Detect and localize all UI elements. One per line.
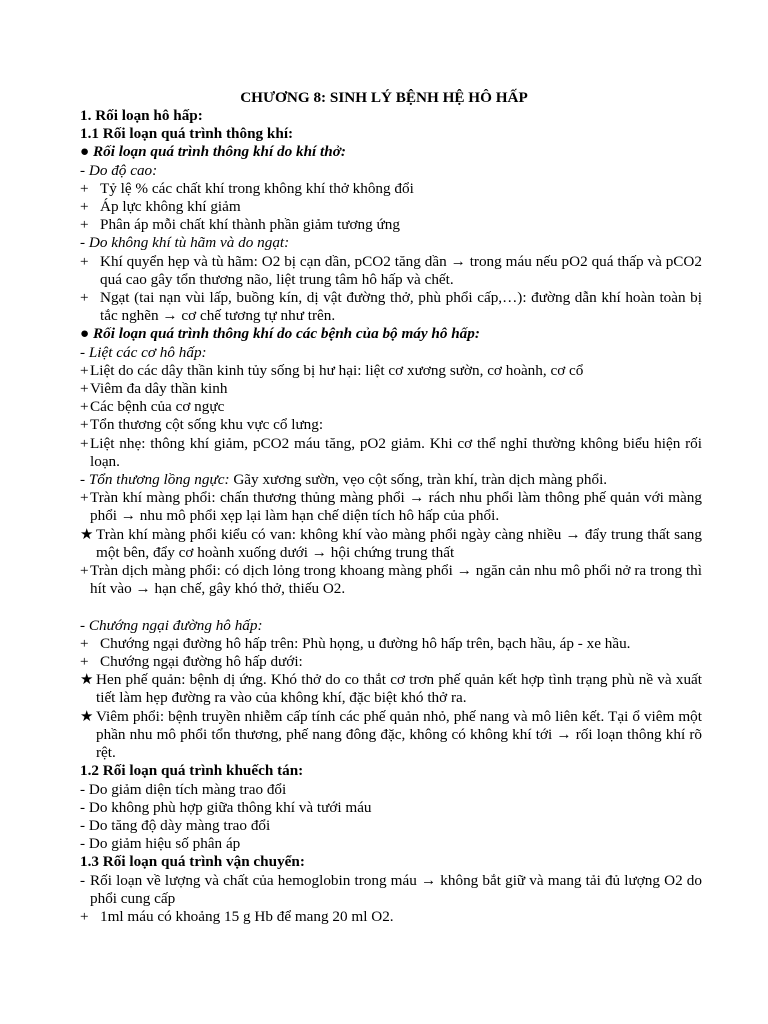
heading-text: 1.2 Rối loạn quá trình khuếch tán:	[80, 762, 304, 780]
plus-marker: +	[80, 416, 89, 434]
item-text: Viêm đa dây thần kinh	[90, 380, 228, 398]
item-text: Phân áp mỗi chất khí thành phần giảm tương ứng	[100, 216, 400, 234]
list-item	[80, 289, 702, 325]
subsection-heading	[80, 143, 702, 161]
list-item	[80, 380, 702, 398]
item-text: Chướng ngại đường hô hấp trên: Phù họng, u đường hô hấp trên, bạch hầu, áp - xe hầu.	[100, 634, 631, 652]
item-text: Tổn thương cột sống khu vực cổ lưng:	[90, 416, 324, 434]
plus-marker: +	[80, 398, 89, 416]
star-icon: ★	[80, 525, 94, 543]
plus-marker: +	[80, 216, 89, 234]
list-item	[80, 799, 702, 817]
bullet-dot-icon: ●	[80, 325, 90, 343]
dash-marker: -	[80, 871, 86, 889]
plus-marker: +	[80, 179, 89, 197]
list-item	[80, 362, 702, 380]
topic-label: Tổn thương lồng ngực:	[85, 471, 230, 489]
star-item	[80, 671, 702, 707]
heading-text: 1.3 Rối loạn quá trình vận chuyển:	[80, 853, 305, 871]
topic-description: Gãy xương sườn, vẹo cột sống, tràn khí, tràn dịch màng phổi.	[229, 471, 608, 489]
star-icon: ★	[80, 707, 94, 725]
plus-marker: +	[80, 380, 89, 398]
list-item	[80, 435, 702, 471]
item-text: Liệt do các dây thần kinh tủy sống bị hư hại: liệt cơ xương sườn, cơ hoành, cơ cổ	[90, 361, 584, 379]
item-text: Áp lực không khí giảm	[100, 198, 241, 216]
item-text: - Do tăng độ dày màng trao đổi	[80, 816, 271, 834]
list-item	[80, 653, 702, 671]
item-text: - Do không phù hợp giữa thông khí và tưới máu	[80, 798, 372, 816]
list-item	[80, 872, 702, 908]
list-item	[80, 216, 702, 234]
heading-text: 1. Rối loạn hô hấp:	[80, 107, 203, 124]
plus-marker: +	[80, 634, 89, 652]
item-text: - Do giảm hiệu số phân áp	[80, 835, 241, 853]
item-text: Hen phế quản: bệnh dị ứng. Khó thở do co thắt cơ trơn phế quản kết hợp tình trạng phù nề và xuất tiết làm hẹp đường ra vào của không khí, đặc biệt khó thở ra.	[96, 671, 702, 707]
star-icon: ★	[80, 671, 94, 689]
star-item	[80, 526, 702, 562]
subsection-heading	[80, 325, 702, 343]
plus-marker: +	[80, 907, 89, 925]
section-heading	[80, 125, 702, 143]
topic-label	[80, 162, 702, 180]
topic-label	[80, 344, 702, 362]
list-item	[80, 635, 702, 653]
plus-marker: +	[80, 361, 89, 379]
item-text: Chướng ngại đường hô hấp dưới:	[100, 653, 303, 671]
plus-marker: +	[80, 562, 89, 580]
topic-line	[80, 471, 702, 489]
item-text: - Do giảm diện tích màng trao đổi	[80, 780, 287, 798]
section-heading	[80, 762, 702, 780]
item-text: Các bệnh của cơ ngực	[90, 398, 225, 416]
subsection-text: Rối loạn quá trình thông khí do các bệnh của bộ máy hô hấp:	[89, 325, 480, 343]
list-item	[80, 817, 702, 835]
subsection-text: Rối loạn quá trình thông khí do khí thở:	[89, 143, 346, 161]
item-text: Tỷ lệ % các chất khí trong không khí thở không đổi	[100, 179, 414, 197]
topic-text: - Chướng ngại đường hô hấp:	[80, 616, 263, 634]
topic-text: - Liệt các cơ hô hấp:	[80, 343, 207, 361]
plus-marker: +	[80, 434, 89, 452]
list-item	[80, 835, 702, 853]
item-text: Tràn dịch màng phổi: có dịch lỏng trong khoang màng phổi → ngăn cản nhu mô phổi nở ra trong thì hít vào → hạn chế, gây khó thở, thiếu O2.	[90, 562, 702, 598]
item-text: Liệt nhẹ: thông khí giảm, pCO2 máu tăng, pO2 giảm. Khi cơ thể nghỉ thường không biểu hiện rối loạn.	[90, 434, 702, 470]
item-text: Ngạt (tai nạn vùi lấp, buồng kín, dị vật đường thở, phù phổi cấp,…): đường dẫn khí hoàn toàn bị tắc nghẽn → cơ chế tương tự như trên.	[100, 289, 702, 325]
item-text: Tràn khí màng phổi kiểu có van: không khí vào màng phổi ngày càng nhiều → đẩy trung thất sang một bên, đẩy cơ hoành xuống dưới → hội chứng trung thất	[96, 525, 702, 561]
topic-label	[80, 617, 702, 635]
item-text: Viêm phổi: bệnh truyền nhiễm cấp tính các phế quản nhỏ, phế nang và mô liên kết. Tại ổ viêm một phần nhu mô phổi tổn thương, phế nang đông đặc, không có không khí tới → rối loạn thông khí rõ rệt.	[96, 707, 702, 762]
heading-text: 1.1 Rối loạn quá trình thông khí:	[80, 125, 294, 143]
document-body	[80, 107, 702, 926]
plus-marker: +	[80, 653, 89, 671]
dash-marker: -	[80, 471, 86, 489]
list-item	[80, 562, 702, 598]
chapter-title: CHƯƠNG 8: SINH LÝ BỆNH HỆ HÔ HẤP	[240, 89, 528, 106]
list-item	[80, 253, 702, 289]
list-item	[80, 198, 702, 216]
star-item	[80, 708, 702, 763]
list-item	[80, 908, 702, 926]
blank-line	[80, 598, 702, 616]
bullet-dot-icon: ●	[80, 143, 90, 161]
section-heading	[80, 853, 702, 871]
plus-marker: +	[80, 289, 89, 307]
item-text: Khí quyển hẹp và tù hãm: O2 bị cạn dần, pCO2 tăng dần → trong máu nếu pO2 quá thấp và pCO2 quá cao gây tổn thương não, liệt trung tâm hô hấp và chết.	[100, 252, 702, 288]
section-heading	[80, 107, 702, 125]
list-item	[80, 416, 702, 434]
plus-marker: +	[80, 198, 89, 216]
topic-label	[80, 234, 702, 252]
list-item	[80, 781, 702, 799]
item-text: Rối loạn về lượng và chất của hemoglobin trong máu → không bắt giữ và mang tải đủ lượng O2 do phổi cung cấp	[90, 871, 702, 907]
plus-marker: +	[80, 489, 89, 507]
item-text: Tràn khí màng phổi: chấn thương thủng màng phổi → rách nhu phổi làm thông phế quản với màng phổi → nhu mô phổi xẹp lại làm hạn chế diện tích hô hấp của phổi.	[90, 489, 702, 525]
list-item	[80, 180, 702, 198]
plus-marker: +	[80, 252, 89, 270]
topic-text: - Do độ cao:	[80, 161, 158, 179]
list-item	[80, 489, 702, 525]
item-text: 1ml máu có khoảng 15 g Hb để mang 20 ml O2.	[100, 907, 394, 925]
topic-text: - Do không khí tù hãm và do ngạt:	[80, 234, 290, 252]
list-item	[80, 398, 702, 416]
